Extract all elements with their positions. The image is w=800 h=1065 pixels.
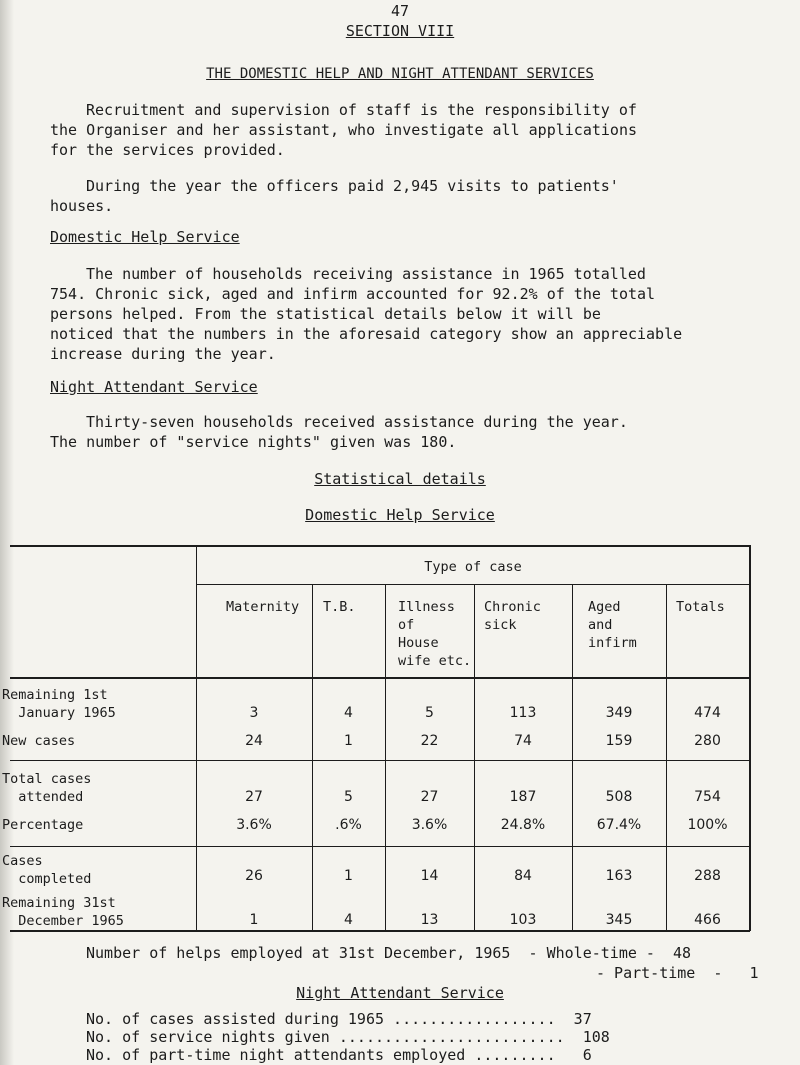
- cell-new-totals: 280: [694, 733, 721, 749]
- table-rule-bottom: [10, 930, 750, 932]
- section-heading: SECTION VIII: [345, 22, 455, 40]
- col-illness-l1: Illness: [398, 599, 455, 615]
- night-attendant-line-2: The number of "service nights" given was 180.: [50, 433, 457, 451]
- cell-remaining31-tb: 4: [344, 912, 353, 928]
- intro-line-1: Recruitment and supervision of staff is the responsibility of: [86, 101, 637, 119]
- cell-pct-tb: .6%: [335, 817, 362, 833]
- page-number: 47: [390, 2, 410, 20]
- col-chronic-l1: Chronic: [484, 599, 541, 615]
- cell-pct-aged: 67.4%: [596, 817, 642, 833]
- night-attendant-line-1: Thirty-seven households received assistance during the year.: [86, 413, 628, 431]
- helps-employed-line-1: Number of helps employed at 31st December, 1965 - Whole-time - 48: [86, 944, 692, 962]
- row-label-total-2: attended: [2, 789, 84, 805]
- cell-remaining1-totals: 474: [694, 705, 721, 721]
- col-maternity: Maternity: [226, 599, 300, 615]
- night-summary-heading: Night Attendant Service: [296, 984, 504, 1002]
- cell-new-maternity: 24: [245, 733, 263, 749]
- visits-line-2: houses.: [50, 197, 114, 215]
- cell-total-chronic: 187: [509, 789, 537, 805]
- domestic-help-line-5: increase during the year.: [50, 345, 276, 363]
- table-heading: Domestic Help Service: [305, 506, 495, 524]
- cell-remaining31-aged: 345: [605, 912, 633, 928]
- cell-total-aged: 508: [605, 789, 633, 805]
- col-totals: Totals: [676, 599, 725, 615]
- intro-line-2: the Organiser and her assistant, who investigate all applications: [50, 121, 637, 139]
- cell-completed-tb: 1: [344, 868, 353, 884]
- cell-remaining1-chronic: 113: [509, 705, 537, 721]
- cell-remaining1-tb: 4: [344, 705, 353, 721]
- cell-new-tb: 1: [344, 733, 353, 749]
- cell-completed-chronic: 84: [514, 868, 532, 884]
- domestic-help-line-1: The number of households receiving assistance in 1965 totalled: [86, 265, 646, 283]
- row-label-completed-2: completed: [2, 871, 92, 887]
- cell-remaining1-maternity: 3: [249, 705, 259, 721]
- table-rule-top: [10, 545, 750, 547]
- cell-pct-maternity: 3.6%: [236, 817, 272, 833]
- col-illness-l4: wife etc.: [398, 653, 472, 669]
- col-illness-l3: House: [398, 635, 439, 651]
- col-chronic-l2: sick: [484, 617, 517, 633]
- row-label-remaining-31st-2: December 1965: [2, 913, 124, 929]
- helps-employed-line-2: - Part-time - 1: [596, 964, 759, 982]
- cell-remaining1-illness: 5: [425, 705, 434, 721]
- col-illness-l2: of: [398, 617, 415, 633]
- cell-total-totals: 754: [694, 789, 721, 805]
- cell-remaining31-illness: 13: [420, 912, 439, 928]
- type-of-case-header: Type of case: [424, 559, 522, 575]
- cell-new-chronic: 74: [514, 733, 532, 749]
- night-summary-line-1: No. of cases assisted during 1965 .................. 37: [86, 1010, 592, 1028]
- domestic-help-line-2: 754. Chronic sick, aged and infirm accounted for 92.2% of the total: [50, 285, 656, 303]
- col-aged-l3: infirm: [588, 635, 637, 651]
- night-attendant-heading: Night Attendant Service: [50, 378, 258, 396]
- night-summary-line-2: No. of service nights given ......................... 108: [86, 1028, 610, 1046]
- row-label-total: Total cases: [2, 771, 92, 787]
- cell-new-aged: 159: [605, 733, 633, 749]
- col-aged-l2: and: [588, 617, 613, 633]
- cell-total-illness: 27: [420, 789, 439, 805]
- table-col-line-right: [749, 545, 751, 931]
- domestic-help-heading: Domestic Help Service: [50, 228, 240, 246]
- cell-completed-totals: 288: [694, 868, 721, 884]
- table-rule-3: [10, 846, 750, 847]
- cell-pct-illness: 3.6%: [411, 817, 448, 833]
- cell-pct-totals: 100%: [687, 817, 728, 833]
- row-label-completed: Cases: [2, 853, 43, 869]
- cell-completed-aged: 163: [605, 868, 633, 884]
- page-title: THE DOMESTIC HELP AND NIGHT ATTENDANT SERVICES: [206, 66, 594, 82]
- table-rule-header: [10, 677, 750, 679]
- domestic-help-line-3: persons helped. From the statistical details below it will be: [50, 305, 601, 323]
- cell-completed-illness: 14: [420, 868, 439, 884]
- col-aged-l1: Aged: [588, 599, 621, 615]
- row-label-new-cases: New cases: [2, 733, 76, 749]
- cell-new-illness: 22: [420, 733, 439, 749]
- night-summary-line-3: No. of part-time night attendants employed ......... 6: [86, 1046, 592, 1064]
- cell-total-maternity: 27: [245, 789, 263, 805]
- row-label-remaining-1st: Remaining 1st: [2, 687, 108, 703]
- row-label-remaining-1st-2: January 1965: [2, 705, 116, 721]
- col-tb: T.B.: [323, 599, 356, 615]
- cell-remaining31-chronic: 103: [509, 912, 537, 928]
- cell-remaining31-totals: 466: [694, 912, 721, 928]
- cell-remaining31-maternity: 1: [249, 912, 259, 928]
- domestic-help-line-4: noticed that the numbers in the aforesaid category show an appreciable: [50, 325, 683, 343]
- intro-line-3: for the services provided.: [50, 141, 285, 159]
- cell-pct-chronic: 24.8%: [500, 817, 546, 833]
- row-label-percentage: Percentage: [2, 817, 84, 833]
- cell-completed-maternity: 26: [245, 868, 263, 884]
- row-label-remaining-31st: Remaining 31st: [2, 895, 116, 911]
- cell-remaining1-aged: 349: [605, 705, 633, 721]
- table-rule-2: [10, 760, 750, 761]
- statistical-details-heading: Statistical details: [314, 470, 486, 488]
- visits-line-1: During the year the officers paid 2,945 visits to patients': [86, 177, 619, 195]
- cell-total-tb: 5: [344, 789, 353, 805]
